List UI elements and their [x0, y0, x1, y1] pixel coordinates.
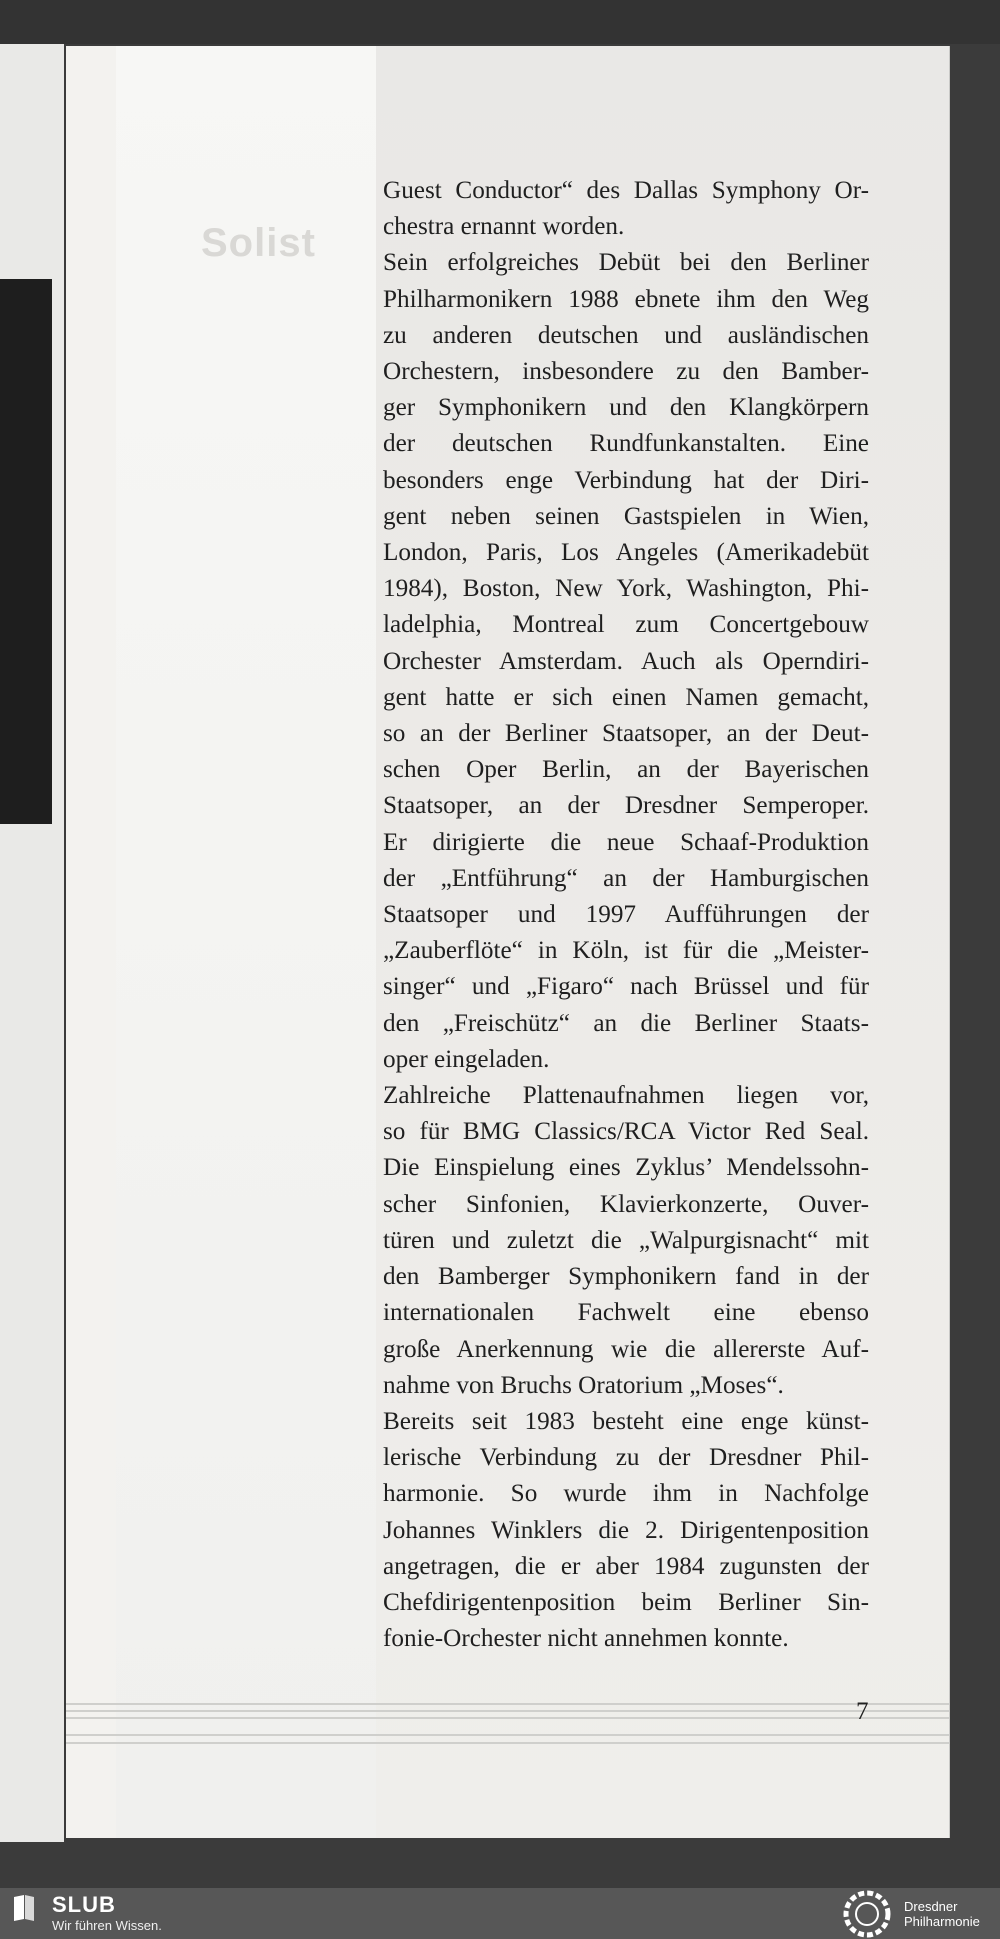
text-line: der deutschen Rundfunkanstalten. Eine	[383, 430, 869, 458]
text-line: Guest Conductor“ des Dallas Symphony Or-	[383, 177, 869, 204]
text-line: große Anerkennung wie die allererste Auf-	[383, 1335, 869, 1363]
text-line: den Bamberger Symphonikern fand in der	[383, 1263, 869, 1291]
footer-rule	[66, 1703, 949, 1705]
text-line: singer“ und „Figaro“ nach Brüssel und für	[383, 973, 869, 1001]
footer-rule	[66, 1710, 949, 1712]
slub-logo-text[interactable]: SLUB	[52, 1892, 116, 1917]
footer-rule	[66, 1717, 949, 1719]
text-line: chestra ernannt worden.	[383, 213, 625, 241]
text-line: Sein erfolgreiches Debüt bei den Berliner	[383, 249, 869, 277]
bleed-through-heading: Solist	[201, 221, 316, 265]
text-line: türen und zuletzt die „Walpurgisnacht“ mit	[383, 1226, 869, 1254]
body-text	[383, 173, 869, 1657]
text-line: gent hatte er sich einen Namen gemacht,	[383, 683, 869, 711]
text-line: Orchester Amsterdam. Auch als Operndiri-	[383, 647, 869, 675]
facing-page-edge	[0, 44, 64, 1842]
dresdner-philharmonie-emblem-icon[interactable]	[842, 1890, 892, 1938]
text-line: oper eingeladen.	[383, 1045, 550, 1073]
text-line: London, Paris, Los Angeles (Amerikadebüt	[383, 539, 869, 567]
text-line: fonie-Orchester nicht annehmen konnte.	[383, 1625, 789, 1653]
footer-rule	[66, 1742, 949, 1744]
text-line: Philharmonikern 1988 ebnete ihm den Weg	[383, 285, 869, 313]
text-line: schen Oper Berlin, an der Bayerischen	[383, 756, 869, 784]
slub-tagline: Wir führen Wissen.	[52, 1918, 162, 1933]
text-line: Bereits seit 1983 besteht eine enge künst-	[383, 1407, 869, 1435]
text-line: lerische Verbindung zu der Dresdner Phil-	[383, 1444, 869, 1472]
text-line: so für BMG Classics/RCA Victor Red Seal.	[383, 1118, 869, 1146]
text-line: Orchestern, insbesondere zu den Bamber-	[383, 358, 869, 386]
text-line: zu anderen deutschen und ausländischen	[383, 321, 869, 349]
text-line: nahme von Bruchs Oratorium „Moses“.	[383, 1371, 784, 1399]
text-line: „Zauberflöte“ in Köln, ist für die „Meister-	[383, 937, 869, 965]
facing-page-dark-block	[0, 279, 52, 824]
text-line: angetragen, die er aber 1984 zugunsten der	[383, 1552, 869, 1580]
footer-rule	[66, 1734, 949, 1736]
text-line: harmonie. So wurde ihm in Nachfolge	[383, 1480, 869, 1508]
text-line: internationalen Fachwelt eine ebenso	[383, 1299, 869, 1327]
text-line: so an der Berliner Staatsoper, an der Deut-	[383, 720, 869, 748]
text-line: ger Symphonikern und den Klangkörpern	[383, 394, 869, 422]
text-line: besonders enge Verbindung hat der Diri-	[383, 466, 869, 494]
text-line: Zahlreiche Plattenaufnahmen liegen vor,	[383, 1082, 869, 1110]
text-line: Staatsoper, an der Dresdner Semperoper.	[383, 792, 869, 820]
text-line: Er dirigierte die neue Schaaf-Produktion	[383, 828, 869, 856]
text-line: Die Einspielung eines Zyklus’ Mendelssohn-	[383, 1154, 869, 1182]
text-line: ladelphia, Montreal zum Concertgebouw	[383, 611, 869, 639]
text-line: 1984), Boston, New York, Washington, Phi-	[383, 575, 869, 603]
text-line: den „Freischütz“ an die Berliner Staats-	[383, 1009, 869, 1037]
page-number: 7	[856, 1698, 869, 1725]
scan-top-edge	[0, 0, 1000, 44]
partner-logo-text: Dresdner	[904, 1899, 958, 1914]
text-line: der „Entführung“ an der Hamburgischen	[383, 864, 869, 892]
text-line: Chefdirigentenposition beim Berliner Sin-	[383, 1588, 869, 1616]
text-line: Johannes Winklers die 2. Dirigentenposition	[383, 1516, 869, 1544]
text-line: Staatsoper und 1997 Aufführungen der	[383, 901, 869, 929]
text-line: scher Sinfonien, Klavierkonzerte, Ouver-	[383, 1190, 869, 1218]
partner-logo-text: Philharmonie	[904, 1914, 980, 1929]
slub-book-icon[interactable]	[12, 1893, 36, 1923]
document-page	[66, 46, 949, 1838]
text-line: gent neben seinen Gastspielen in Wien,	[383, 502, 869, 530]
